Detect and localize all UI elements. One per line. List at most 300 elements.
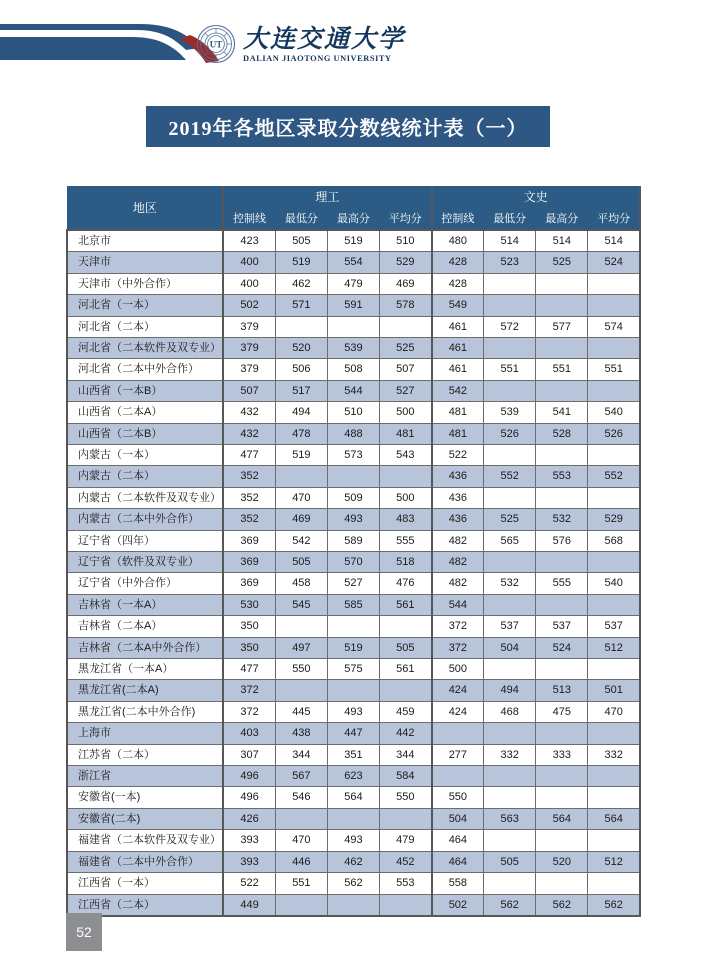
cell-art-max-score: [536, 659, 588, 680]
cell-region: 吉林省（一本A）: [67, 594, 223, 615]
cell-art-min-score: 539: [484, 402, 536, 423]
cell-art-avg-score: [588, 487, 640, 508]
column-header-sci-control-line: 控制线: [223, 208, 275, 230]
cell-art-min-score: [484, 830, 536, 851]
cell-sci-control-line: 393: [223, 851, 275, 872]
cell-art-avg-score: [588, 659, 640, 680]
cell-art-max-score: 553: [536, 466, 588, 487]
table-row: [67, 787, 640, 808]
cell-art-min-score: [484, 723, 536, 744]
cell-art-min-score: 514: [484, 230, 536, 252]
cell-region: 黑龙江省(二本A): [67, 680, 223, 701]
table-row: [67, 766, 640, 787]
cell-art-control-line: 428: [432, 273, 484, 294]
cell-art-max-score: [536, 766, 588, 787]
cell-art-control-line: 436: [432, 466, 484, 487]
cell-sci-control-line: 426: [223, 808, 275, 829]
cell-art-control-line: 428: [432, 252, 484, 273]
cell-sci-min-score: 550: [275, 659, 327, 680]
column-header-sci-min-score: 最低分: [275, 208, 327, 230]
cell-sci-control-line: 369: [223, 530, 275, 551]
cell-region: 内蒙古（二本中外合作）: [67, 509, 223, 530]
cell-region: 福建省（二本软件及双专业）: [67, 830, 223, 851]
cell-sci-control-line: 496: [223, 787, 275, 808]
cell-art-avg-score: [588, 337, 640, 358]
cell-sci-min-score: 505: [275, 230, 327, 252]
cell-sci-max-score: 493: [327, 701, 379, 722]
cell-sci-control-line: 496: [223, 766, 275, 787]
cell-region: 安徽省(一本): [67, 787, 223, 808]
cell-sci-control-line: 477: [223, 444, 275, 465]
cell-sci-min-score: [275, 466, 327, 487]
cell-sci-max-score: [327, 680, 379, 701]
column-group-header-arts: 文史: [432, 187, 640, 209]
table-row: [67, 808, 640, 829]
university-name-en: DALIAN JIAOTONG UNIVERSITY: [243, 53, 392, 63]
cell-sci-max-score: [327, 808, 379, 829]
cell-sci-avg-score: [379, 680, 431, 701]
cell-art-control-line: 436: [432, 509, 484, 530]
column-header-sci-max-score: 最高分: [327, 208, 379, 230]
table-row: [67, 552, 640, 573]
cell-art-control-line: 461: [432, 337, 484, 358]
cell-art-min-score: 504: [484, 637, 536, 658]
cell-sci-min-score: [275, 616, 327, 637]
cell-sci-min-score: 470: [275, 487, 327, 508]
table-row: [67, 359, 640, 380]
cell-sci-min-score: 458: [275, 573, 327, 594]
cell-art-avg-score: [588, 295, 640, 316]
cell-region: 黑龙江省（一本A）: [67, 659, 223, 680]
cell-art-control-line: 482: [432, 573, 484, 594]
decorative-swoosh-icon: [0, 18, 220, 74]
table-row: [67, 230, 640, 252]
page-title-banner: [146, 106, 550, 147]
cell-sci-avg-score: 500: [379, 487, 431, 508]
cell-sci-max-score: 562: [327, 873, 379, 894]
cell-sci-max-score: 479: [327, 273, 379, 294]
table-row: [67, 873, 640, 894]
cell-region: 上海市: [67, 723, 223, 744]
page-title: 2019年各地区录取分数线统计表（一）: [168, 118, 528, 140]
cell-sci-control-line: 379: [223, 337, 275, 358]
cell-art-avg-score: 332: [588, 744, 640, 765]
cell-sci-avg-score: 525: [379, 337, 431, 358]
cell-sci-min-score: 520: [275, 337, 327, 358]
cell-sci-max-score: 519: [327, 637, 379, 658]
cell-sci-avg-score: 553: [379, 873, 431, 894]
cell-art-max-score: 551: [536, 359, 588, 380]
cell-sci-min-score: 344: [275, 744, 327, 765]
admission-scores-table-container: [66, 186, 641, 917]
cell-art-min-score: 552: [484, 466, 536, 487]
cell-art-min-score: 494: [484, 680, 536, 701]
table-row: [67, 380, 640, 401]
table-row: [67, 402, 640, 423]
cell-sci-control-line: 423: [223, 230, 275, 252]
cell-sci-max-score: 575: [327, 659, 379, 680]
cell-sci-control-line: 352: [223, 466, 275, 487]
cell-sci-max-score: 623: [327, 766, 379, 787]
cell-region: 北京市: [67, 230, 223, 252]
cell-region: 安徽省(二本): [67, 808, 223, 829]
cell-sci-min-score: 497: [275, 637, 327, 658]
cell-art-max-score: [536, 873, 588, 894]
cell-art-control-line: 372: [432, 637, 484, 658]
cell-art-control-line: 481: [432, 402, 484, 423]
cell-region: 江西省（二本）: [67, 894, 223, 916]
cell-sci-max-score: 351: [327, 744, 379, 765]
cell-art-max-score: [536, 787, 588, 808]
cell-sci-max-score: 493: [327, 830, 379, 851]
cell-art-control-line: 482: [432, 552, 484, 573]
cell-sci-control-line: 372: [223, 701, 275, 722]
cell-region: 黑龙江省(二本中外合作): [67, 701, 223, 722]
page-header: [0, 0, 713, 90]
cell-sci-avg-score: 584: [379, 766, 431, 787]
cell-art-control-line: 464: [432, 830, 484, 851]
cell-art-control-line: 550: [432, 787, 484, 808]
page-number-badge: [66, 913, 102, 951]
table-header-group-row: [67, 187, 640, 209]
cell-region: 福建省（二本中外合作）: [67, 851, 223, 872]
cell-sci-avg-score: 561: [379, 659, 431, 680]
cell-sci-max-score: 585: [327, 594, 379, 615]
cell-region: 辽宁省（软件及双专业）: [67, 552, 223, 573]
cell-art-avg-score: 470: [588, 701, 640, 722]
cell-sci-max-score: [327, 616, 379, 637]
cell-sci-min-score: 517: [275, 380, 327, 401]
cell-art-max-score: [536, 273, 588, 294]
cell-sci-max-score: 462: [327, 851, 379, 872]
cell-art-min-score: [484, 659, 536, 680]
cell-region: 吉林省（二本A）: [67, 616, 223, 637]
cell-art-min-score: 523: [484, 252, 536, 273]
cell-sci-max-score: 493: [327, 509, 379, 530]
cell-sci-avg-score: 469: [379, 273, 431, 294]
cell-art-control-line: 549: [432, 295, 484, 316]
university-seal-icon: [196, 24, 236, 64]
cell-region: 河北省（一本）: [67, 295, 223, 316]
table-row: [67, 594, 640, 615]
table-row: [67, 723, 640, 744]
cell-art-avg-score: 552: [588, 466, 640, 487]
cell-art-max-score: 333: [536, 744, 588, 765]
cell-art-avg-score: 512: [588, 851, 640, 872]
cell-art-max-score: 576: [536, 530, 588, 551]
table-row: [67, 423, 640, 444]
cell-art-control-line: 482: [432, 530, 484, 551]
cell-art-min-score: 525: [484, 509, 536, 530]
cell-art-control-line: 542: [432, 380, 484, 401]
cell-art-avg-score: [588, 444, 640, 465]
cell-region: 天津市（中外合作）: [67, 273, 223, 294]
cell-sci-max-score: 509: [327, 487, 379, 508]
cell-art-control-line: 464: [432, 851, 484, 872]
cell-sci-min-score: 545: [275, 594, 327, 615]
cell-art-max-score: 532: [536, 509, 588, 530]
cell-region: 辽宁省（四年）: [67, 530, 223, 551]
table-row: [67, 509, 640, 530]
cell-sci-control-line: 432: [223, 423, 275, 444]
cell-sci-control-line: 307: [223, 744, 275, 765]
cell-art-avg-score: [588, 552, 640, 573]
cell-art-max-score: 514: [536, 230, 588, 252]
cell-art-avg-score: 524: [588, 252, 640, 273]
cell-art-min-score: 562: [484, 894, 536, 916]
cell-art-min-score: [484, 594, 536, 615]
table-row: [67, 701, 640, 722]
cell-art-avg-score: [588, 830, 640, 851]
cell-region: 河北省（二本中外合作）: [67, 359, 223, 380]
cell-art-max-score: [536, 487, 588, 508]
table-row: [67, 616, 640, 637]
cell-sci-avg-score: 452: [379, 851, 431, 872]
cell-sci-max-score: [327, 466, 379, 487]
cell-sci-avg-score: [379, 808, 431, 829]
cell-art-max-score: [536, 552, 588, 573]
cell-sci-control-line: 432: [223, 402, 275, 423]
cell-sci-min-score: [275, 680, 327, 701]
cell-sci-avg-score: 483: [379, 509, 431, 530]
cell-art-min-score: [484, 873, 536, 894]
cell-sci-min-score: 505: [275, 552, 327, 573]
cell-sci-max-score: 591: [327, 295, 379, 316]
cell-art-avg-score: [588, 873, 640, 894]
cell-sci-avg-score: [379, 466, 431, 487]
cell-sci-min-score: 478: [275, 423, 327, 444]
cell-sci-avg-score: [379, 316, 431, 337]
cell-art-control-line: 461: [432, 359, 484, 380]
table-row: [67, 252, 640, 273]
cell-sci-max-score: 447: [327, 723, 379, 744]
cell-art-avg-score: 564: [588, 808, 640, 829]
cell-sci-control-line: 477: [223, 659, 275, 680]
cell-art-min-score: 332: [484, 744, 536, 765]
cell-sci-avg-score: 529: [379, 252, 431, 273]
cell-sci-control-line: 369: [223, 552, 275, 573]
cell-art-avg-score: 540: [588, 402, 640, 423]
cell-art-control-line: 424: [432, 701, 484, 722]
cell-sci-min-score: 519: [275, 444, 327, 465]
cell-art-min-score: 505: [484, 851, 536, 872]
table-row: [67, 680, 640, 701]
cell-sci-min-score: 542: [275, 530, 327, 551]
cell-sci-max-score: 488: [327, 423, 379, 444]
cell-art-min-score: [484, 787, 536, 808]
cell-sci-control-line: 369: [223, 573, 275, 594]
cell-art-avg-score: [588, 380, 640, 401]
cell-art-control-line: 504: [432, 808, 484, 829]
cell-sci-control-line: 352: [223, 509, 275, 530]
cell-sci-avg-score: 505: [379, 637, 431, 658]
cell-art-control-line: 502: [432, 894, 484, 916]
cell-art-min-score: [484, 444, 536, 465]
cell-sci-control-line: 350: [223, 616, 275, 637]
cell-region: 山西省（二本A）: [67, 402, 223, 423]
table-row: [67, 487, 640, 508]
cell-art-avg-score: [588, 787, 640, 808]
cell-sci-max-score: 539: [327, 337, 379, 358]
cell-art-avg-score: 551: [588, 359, 640, 380]
cell-sci-min-score: [275, 808, 327, 829]
cell-sci-min-score: 571: [275, 295, 327, 316]
cell-art-max-score: 577: [536, 316, 588, 337]
cell-region: 天津市: [67, 252, 223, 273]
cell-art-control-line: [432, 723, 484, 744]
cell-art-avg-score: 514: [588, 230, 640, 252]
cell-art-control-line: 544: [432, 594, 484, 615]
cell-region: 浙江省: [67, 766, 223, 787]
cell-art-min-score: 551: [484, 359, 536, 380]
cell-sci-min-score: [275, 316, 327, 337]
table-row: [67, 444, 640, 465]
cell-sci-avg-score: 527: [379, 380, 431, 401]
cell-sci-min-score: 446: [275, 851, 327, 872]
cell-sci-max-score: 589: [327, 530, 379, 551]
cell-art-avg-score: 568: [588, 530, 640, 551]
cell-art-avg-score: 574: [588, 316, 640, 337]
cell-sci-control-line: 400: [223, 252, 275, 273]
column-header-art-max-score: 最高分: [536, 208, 588, 230]
table-body: [67, 230, 640, 916]
cell-sci-avg-score: 561: [379, 594, 431, 615]
cell-art-max-score: [536, 337, 588, 358]
cell-art-avg-score: 526: [588, 423, 640, 444]
cell-sci-avg-score: 476: [379, 573, 431, 594]
cell-art-control-line: 480: [432, 230, 484, 252]
cell-art-max-score: 562: [536, 894, 588, 916]
cell-art-min-score: 526: [484, 423, 536, 444]
cell-art-control-line: [432, 766, 484, 787]
svg-text:UT: UT: [209, 39, 223, 50]
cell-art-max-score: [536, 594, 588, 615]
cell-art-max-score: [536, 380, 588, 401]
table-row: [67, 337, 640, 358]
table-row: [67, 466, 640, 487]
cell-art-avg-score: [588, 273, 640, 294]
cell-art-min-score: 468: [484, 701, 536, 722]
cell-art-max-score: 555: [536, 573, 588, 594]
cell-art-max-score: 525: [536, 252, 588, 273]
cell-sci-min-score: 470: [275, 830, 327, 851]
column-group-header-science: 理工: [223, 187, 431, 209]
cell-art-max-score: 475: [536, 701, 588, 722]
cell-sci-avg-score: 543: [379, 444, 431, 465]
cell-sci-avg-score: 507: [379, 359, 431, 380]
cell-sci-min-score: 445: [275, 701, 327, 722]
cell-sci-control-line: 522: [223, 873, 275, 894]
cell-art-avg-score: [588, 766, 640, 787]
university-name-cn: 大连交通大学: [243, 25, 406, 53]
cell-art-min-score: 532: [484, 573, 536, 594]
cell-sci-avg-score: 500: [379, 402, 431, 423]
table-row: [67, 830, 640, 851]
cell-art-control-line: 522: [432, 444, 484, 465]
cell-sci-max-score: [327, 894, 379, 916]
cell-sci-max-score: 527: [327, 573, 379, 594]
cell-region: 内蒙古（二本）: [67, 466, 223, 487]
cell-art-avg-score: 562: [588, 894, 640, 916]
cell-sci-min-score: 494: [275, 402, 327, 423]
cell-region: 山西省（二本B）: [67, 423, 223, 444]
column-header-region: 地区: [67, 187, 223, 230]
cell-sci-control-line: 350: [223, 637, 275, 658]
cell-art-avg-score: 512: [588, 637, 640, 658]
cell-region: 河北省（二本）: [67, 316, 223, 337]
cell-art-avg-score: 537: [588, 616, 640, 637]
cell-art-max-score: [536, 723, 588, 744]
page-number: 52: [76, 924, 92, 940]
table-row: [67, 659, 640, 680]
cell-region: 内蒙古（二本软件及双专业）: [67, 487, 223, 508]
cell-art-max-score: 513: [536, 680, 588, 701]
table-row: [67, 316, 640, 337]
cell-art-control-line: 436: [432, 487, 484, 508]
cell-art-control-line: 372: [432, 616, 484, 637]
cell-sci-avg-score: 442: [379, 723, 431, 744]
table-head: [67, 187, 640, 230]
cell-region: 江西省（一本）: [67, 873, 223, 894]
table-row: [67, 637, 640, 658]
cell-sci-min-score: 438: [275, 723, 327, 744]
cell-art-min-score: 537: [484, 616, 536, 637]
cell-sci-avg-score: [379, 894, 431, 916]
cell-sci-control-line: 530: [223, 594, 275, 615]
cell-region: 河北省（二本软件及双专业）: [67, 337, 223, 358]
cell-art-max-score: 520: [536, 851, 588, 872]
cell-sci-max-score: [327, 316, 379, 337]
cell-art-min-score: [484, 380, 536, 401]
cell-sci-min-score: 567: [275, 766, 327, 787]
cell-art-avg-score: 501: [588, 680, 640, 701]
table-row: [67, 573, 640, 594]
cell-art-max-score: 524: [536, 637, 588, 658]
cell-sci-min-score: [275, 894, 327, 916]
cell-art-min-score: [484, 273, 536, 294]
cell-art-control-line: 481: [432, 423, 484, 444]
cell-sci-max-score: 570: [327, 552, 379, 573]
cell-sci-control-line: 352: [223, 487, 275, 508]
cell-sci-min-score: 469: [275, 509, 327, 530]
cell-sci-avg-score: 479: [379, 830, 431, 851]
cell-region: 辽宁省（中外合作）: [67, 573, 223, 594]
cell-sci-min-score: 551: [275, 873, 327, 894]
cell-art-max-score: [536, 444, 588, 465]
cell-art-max-score: [536, 830, 588, 851]
cell-region: 山西省（一本B）: [67, 380, 223, 401]
cell-sci-max-score: 573: [327, 444, 379, 465]
cell-sci-control-line: 403: [223, 723, 275, 744]
cell-art-avg-score: 540: [588, 573, 640, 594]
cell-art-control-line: 558: [432, 873, 484, 894]
cell-sci-control-line: 379: [223, 316, 275, 337]
cell-art-max-score: 537: [536, 616, 588, 637]
cell-art-min-score: [484, 295, 536, 316]
cell-art-min-score: [484, 487, 536, 508]
cell-art-max-score: 541: [536, 402, 588, 423]
cell-sci-avg-score: 510: [379, 230, 431, 252]
cell-sci-avg-score: 550: [379, 787, 431, 808]
table-row: [67, 894, 640, 916]
university-logo: [196, 18, 405, 70]
cell-sci-avg-score: 459: [379, 701, 431, 722]
cell-art-avg-score: [588, 723, 640, 744]
cell-sci-avg-score: [379, 616, 431, 637]
cell-sci-avg-score: 578: [379, 295, 431, 316]
column-header-art-avg-score: 平均分: [588, 208, 640, 230]
cell-sci-control-line: 379: [223, 359, 275, 380]
